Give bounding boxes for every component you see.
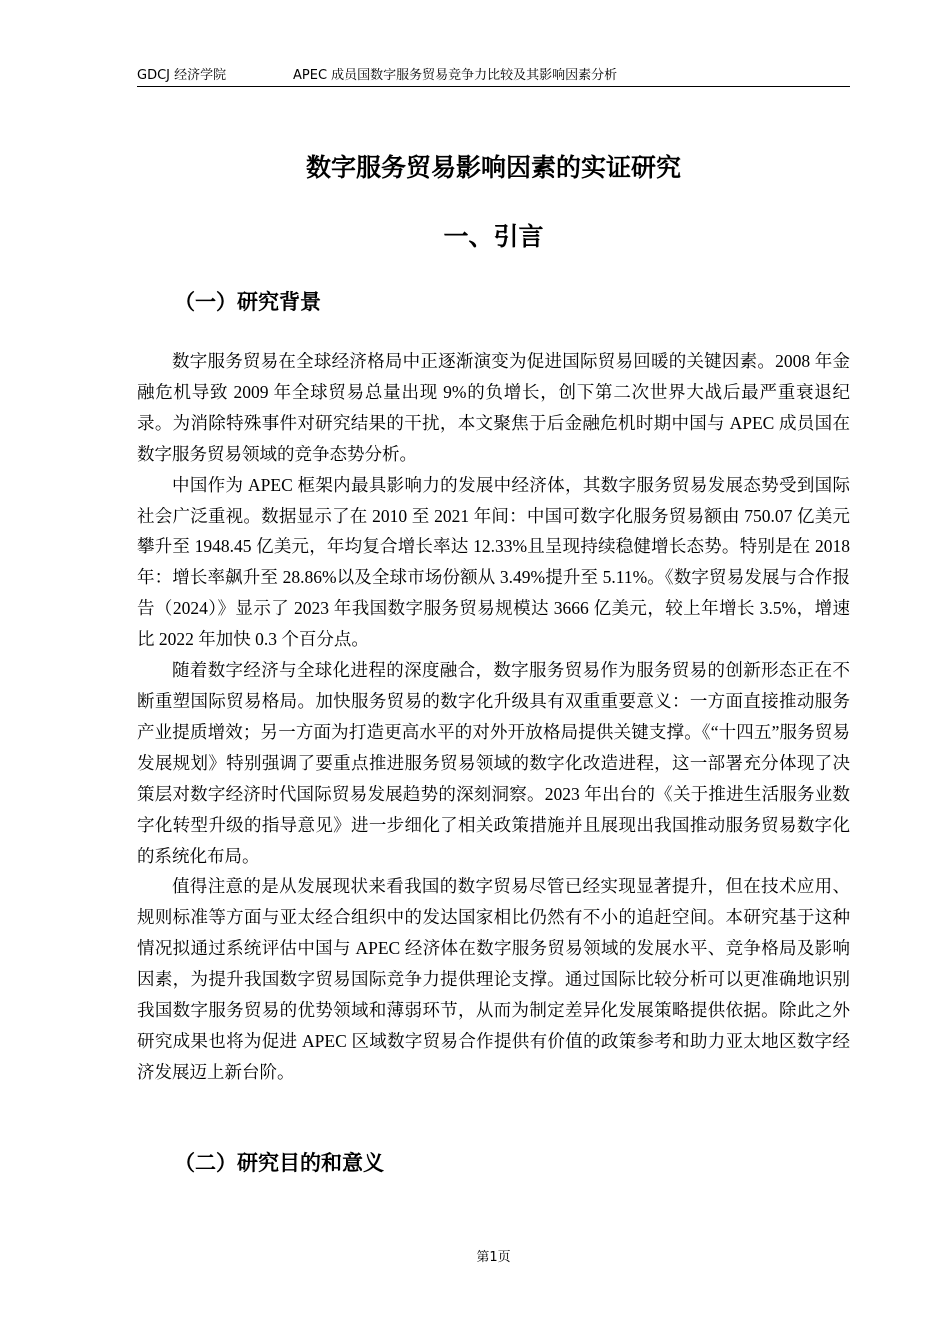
subsection-heading-background: （一）研究背景 (174, 290, 321, 314)
section-title: 一、引言 (443, 222, 544, 251)
paragraph: 值得注意的是从发展现状来看我国的数字贸易尽管已经实现显著提升，但在技术应用、规则标准等方面与亚太经合组织中的发达国家相比仍然有不小的追赶空间。本研究基于这种情况拟通过系统评估中国与 APEC 经济体在数字服务贸易领域的发展水平、竞争格局及影响因素，为提升我国数字贸易国际竞争力提供理论支撑。通过国际比较分析可以更准确地识别我国数字服务贸易的优势领域和薄弱环节，从而为制定差异化发展策略提供依据。除此之外研究成果也将为促进 APEC 区域数字贸易合作提供有价值的政策参考和助力亚太地区数字经济发展迈上新台阶。 (137, 876, 850, 1082)
document-title: 数字服务贸易影响因素的实证研究 (305, 153, 681, 182)
paragraph: 中国作为 APEC 框架内最具影响力的发展中经济体，其数字服务贸易发展态势受到国际社会广泛重视。数据显示了在 2010 至 2021 年间：中国可数字化服务贸易额由 750.07 亿美元攀升至 1948.45 亿美元，年均复合增长率达 12.33%且呈现持续稳健增长态势。特别是在 2018 年：增长率飙升至 28.86%以及全球市场份额从 3.49%提升至 5.11%。《数字贸易发展与合作报告（2024）》显示了 2023 年我国数字服务贸易规模达 3666 亿美元，较上年增长 3.5%，增速比 2022 年加快 0.3 个百分点。 (137, 474, 850, 650)
paragraph: 随着数字经济与全球化进程的深度融合，数字服务贸易作为服务贸易的创新形态正在不断重塑国际贸易格局。加快服务贸易的数字化升级具有双重重要意义：一方面直接推动服务产业提质增效；另一方面为打造更高水平的对外开放格局提供关键支撑。《“十四五”服务贸易发展规划》特别强调了要重点推进服务贸易领域的数字化改造进程，这一部署充分体现了决策层对数字经济时代国际贸易发展趋势的深刻洞察。2023 年出台的《关于推进生活服务业数字化转型升级的指导意见》进一步细化了相关政策措施并且展现出我国推动服务贸易数字化的系统化布局。 (137, 660, 850, 866)
header-institution: GDCJ 经济学院 (137, 68, 227, 83)
header-thesis-title: APEC 成员国数字服务贸易竞争力比较及其影响因素分析 (293, 68, 618, 83)
page-number: 第1页 (476, 1250, 511, 1265)
page-header (137, 66, 850, 87)
body-text (137, 346, 850, 1088)
paragraph: 数字服务贸易在全球经济格局中正逐渐演变为促进国际贸易回暖的关键因素。2008 年金融危机导致 2009 年全球贸易总量出现 9%的负增长，创下第二次世界大战后最严重衰退纪录。为消除特殊事件对研究结果的干扰，本文聚焦于后金融危机时期中国与 APEC 成员国在数字服务贸易领域的竞争态势分析。 (137, 351, 850, 464)
subsection-heading-purpose: （二）研究目的和意义 (174, 1151, 384, 1175)
